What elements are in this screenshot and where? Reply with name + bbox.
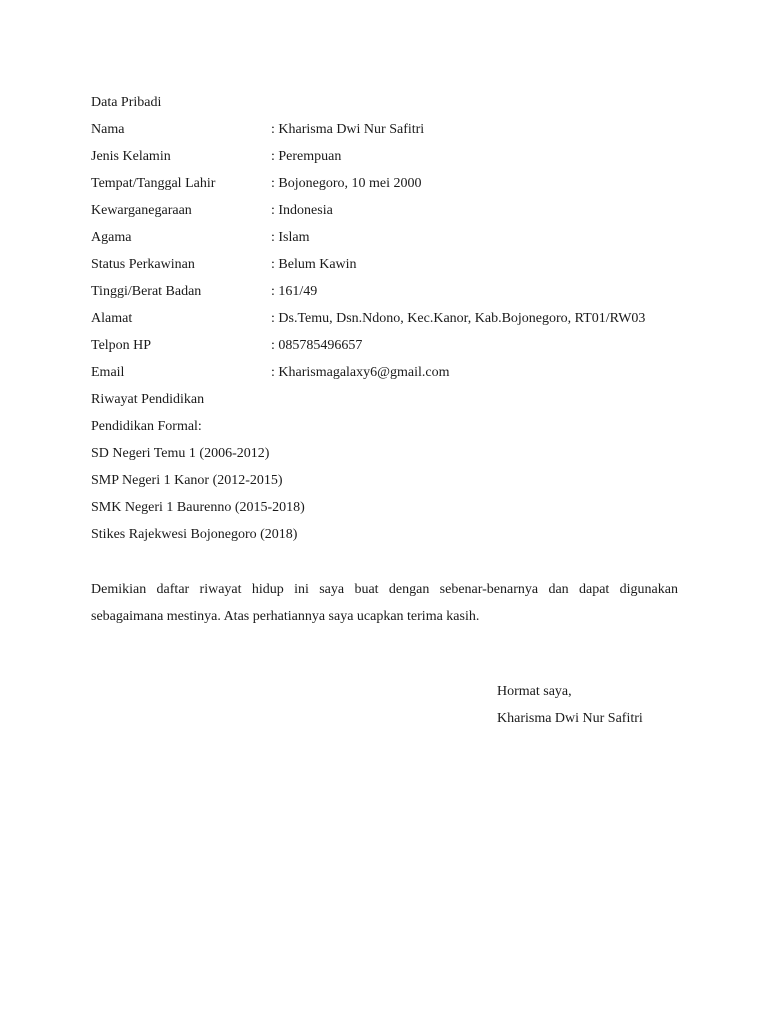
education-item: SMK Negeri 1 Baurenno (2015-2018) <box>91 500 305 515</box>
field-row-nama <box>91 116 678 143</box>
field-label: Agama <box>91 230 132 245</box>
field-row-jenis-kelamin <box>91 143 678 170</box>
field-row-alamat <box>91 305 678 332</box>
field-value: : Ds.Temu, Dsn.Ndono, Kec.Kanor, Kab.Bojonegoro, RT01/RW03 <box>271 311 646 326</box>
field-row-tinggi-berat-badan <box>91 278 678 305</box>
field-value: : Bojonegoro, 10 mei 2000 <box>271 176 422 191</box>
field-label: Email <box>91 365 125 380</box>
field-row-telpon-hp <box>91 332 678 359</box>
field-label: Nama <box>91 122 125 137</box>
field-label: Tinggi/Berat Badan <box>91 284 202 299</box>
field-label: Tempat/Tanggal Lahir <box>91 176 216 191</box>
education-item: SD Negeri Temu 1 (2006-2012) <box>91 446 270 461</box>
field-label: Kewarganegaraan <box>91 203 192 218</box>
document-body <box>91 89 678 630</box>
field-row-email <box>91 359 678 386</box>
education-item: SMP Negeri 1 Kanor (2012-2015) <box>91 473 283 488</box>
closing-paragraph: Demikian daftar riwayat hidup ini saya buat dengan sebenar-benarnya dan dapat digunakan sebagaimana mestinya. Atas perhatiannya saya ucapkan terima kasih. <box>91 582 678 624</box>
field-value: : Kharismagalaxy6@gmail.com <box>271 365 450 380</box>
section-heading-personal: Data Pribadi <box>91 95 162 110</box>
field-row-tempat-tanggal-lahir <box>91 170 678 197</box>
signature-name: Kharisma Dwi Nur Safitri <box>497 711 643 726</box>
field-value: : 085785496657 <box>271 338 363 353</box>
education-item: Stikes Rajekwesi Bojonegoro (2018) <box>91 527 298 542</box>
signature-block <box>497 678 643 732</box>
section-heading-education: Riwayat Pendidikan <box>91 392 205 407</box>
field-row-status-perkawinan <box>91 251 678 278</box>
signature-greeting: Hormat saya, <box>497 684 572 699</box>
field-row-agama <box>91 224 678 251</box>
field-value: : Islam <box>271 230 310 245</box>
field-value: : Indonesia <box>271 203 333 218</box>
field-value: : Belum Kawin <box>271 257 357 272</box>
field-value: : Perempuan <box>271 149 342 164</box>
field-label: Alamat <box>91 311 133 326</box>
field-label: Telpon HP <box>91 338 152 353</box>
field-row-kewarganegaraan <box>91 197 678 224</box>
education-subheading: Pendidikan Formal: <box>91 419 202 434</box>
field-label: Status Perkawinan <box>91 257 195 272</box>
field-value: : Kharisma Dwi Nur Safitri <box>271 122 425 137</box>
field-label: Jenis Kelamin <box>91 149 171 164</box>
field-value: : 161/49 <box>271 284 318 299</box>
